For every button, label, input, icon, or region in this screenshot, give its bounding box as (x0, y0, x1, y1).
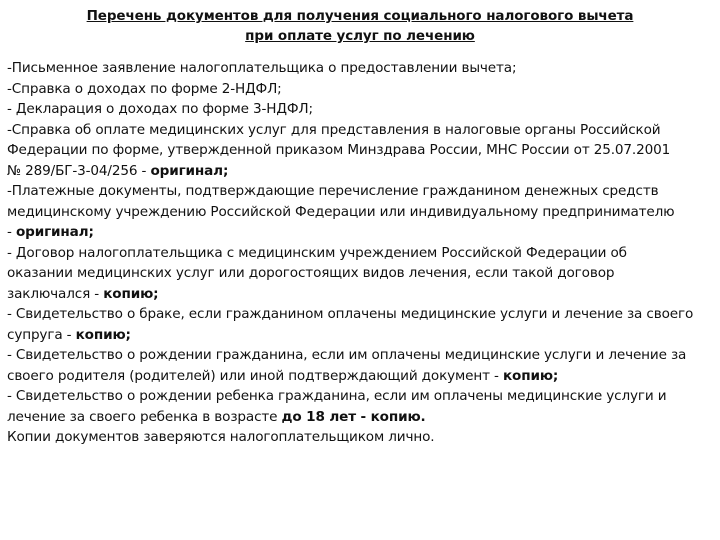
page-title (40, 6, 680, 46)
copy-emphasis: копию; (103, 285, 159, 302)
copy-emphasis: копию; (502, 367, 559, 384)
text-line: -Письменное заявление налогоплательщика о предоставлении вычета; (7, 60, 517, 76)
original-emphasis: оригинал; (15, 224, 94, 240)
text-line: медицинскому учреждению Российской Федерации или индивидуальному предпринимателю (7, 203, 675, 220)
text-line: - Декларация о доходах по форме 3-НДФЛ; (7, 101, 313, 117)
text-line: - Свидетельство о рождении гражданина, если им оплачены медицинские услуги и лечение за (7, 347, 687, 363)
text-line: заключался - копию; (7, 285, 159, 302)
text-line: - оригинал; (7, 224, 94, 240)
document-list (7, 58, 713, 448)
text-line: оказании медицинских услуг или дорогостоящих видов лечения, если такой договор (7, 265, 615, 281)
text-line: своего родителя (родителей) или иной подтверждающий документ - копию; (7, 367, 559, 384)
text-line: -Справка об оплате медицинских услуг для представления в налоговые органы Российской (7, 121, 661, 138)
text-line: -Платежные документы, подтверждающие перечисление гражданином денежных средств (7, 183, 659, 199)
text-line: - Свидетельство о браке, если гражданином оплачены медицинские услуги и лечение за своего (7, 306, 694, 322)
original-emphasis: оригинал; (150, 162, 229, 179)
text-line: № 289/БГ-3-04/256 - оригинал; (7, 162, 229, 179)
text-line: Копии документов заверяются налогоплательщиком лично. (7, 429, 435, 445)
title-line-1: Перечень документов для получения социального налогового вычета (86, 8, 634, 24)
text-line: супруга - копию; (7, 326, 131, 343)
text-line: -Справка о доходах по форме 2-НДФЛ; (7, 80, 282, 97)
text-line: - Договор налогоплательщика с медицинским учреждением Российской Федерации об (7, 244, 627, 261)
copy-emphasis: копию; (75, 326, 131, 343)
text-line: лечение за своего ребенка в возрасте до 18 лет - копию. (7, 408, 426, 425)
title-line-2: при оплате услуг по лечению (245, 28, 475, 44)
age-copy-emphasis: до 18 лет - копию. (281, 408, 426, 425)
text-line: Федерации по форме, утвержденной приказом Минздрава России, МНС России от 25.07.2001 (7, 142, 671, 158)
text-line: - Свидетельство о рождении ребенка гражданина, если им оплачены медицинские услуги и (7, 388, 667, 404)
